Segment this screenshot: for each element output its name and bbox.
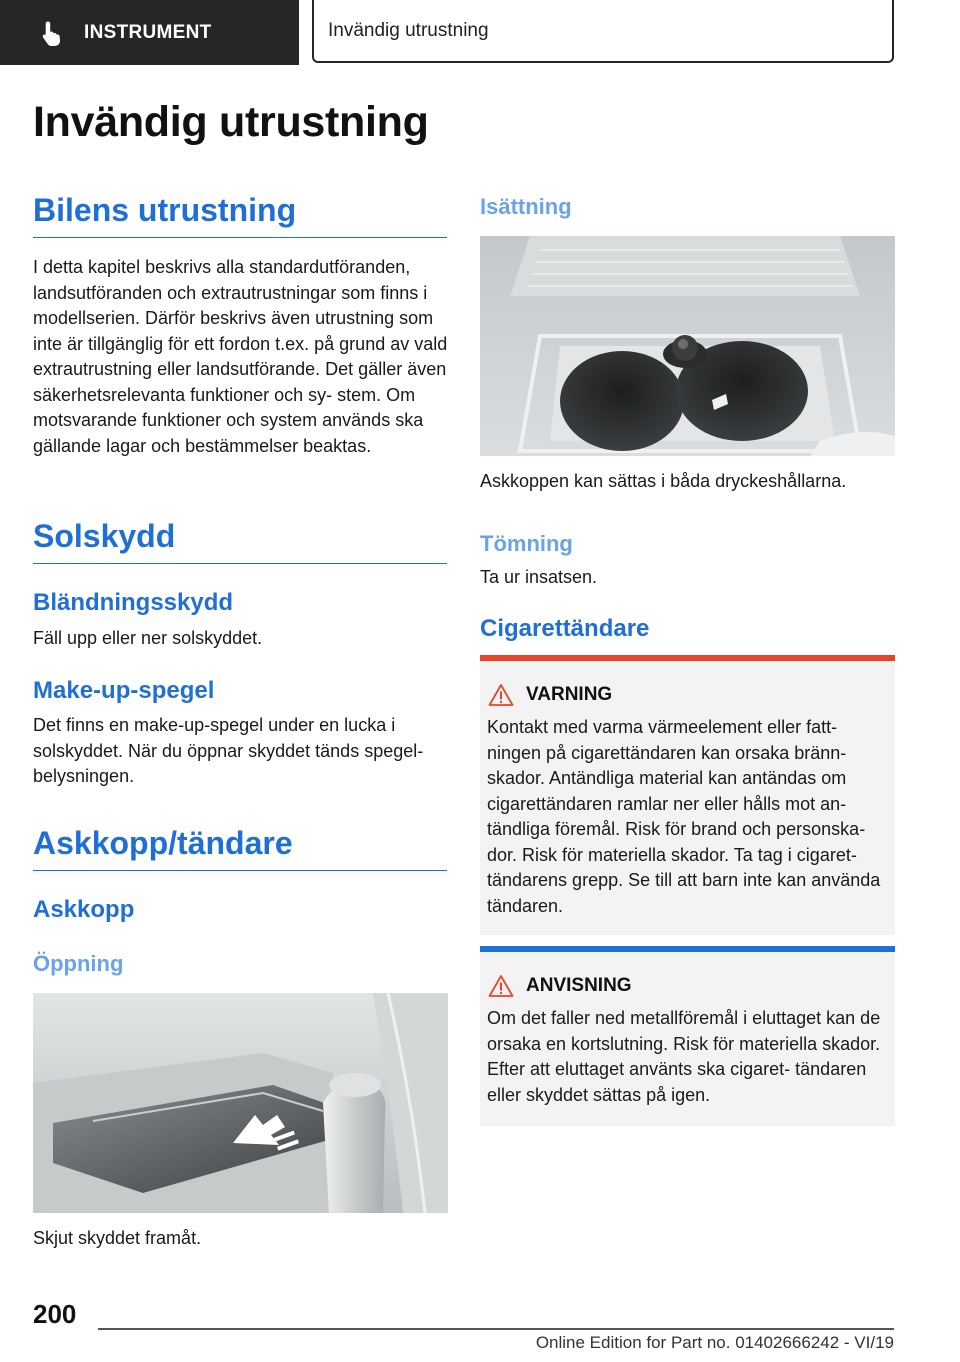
- heading-askkopp: Askkopp: [33, 896, 135, 923]
- heading-blandningsskydd: Bländningsskydd: [33, 589, 234, 616]
- heading-bilens-utrustning: Bilens utrustning: [33, 192, 447, 238]
- notice-text: Om det faller ned metallföremål i eluttaget kan de orsaka en kortslutning. Risk för materiella skador. Efter att eluttaget använts ska cigaret‐ tändaren eller skyddet sättas på igen.: [487, 1008, 881, 1105]
- footer-edition: Online Edition for Part no. 01402666242 - VI/19: [535, 1333, 894, 1352]
- heading-oppning: Öppning: [33, 951, 124, 976]
- notice-label: ANVISNING: [526, 975, 632, 996]
- notice-bar: [480, 946, 895, 952]
- page-number: 200: [33, 1299, 77, 1329]
- chapter-name: INSTRUMENT: [84, 21, 212, 43]
- pointing-hand-icon: [40, 20, 64, 46]
- heading-tomning: Tömning: [480, 531, 573, 556]
- heading-askkopp-tandare: Askkopp/tändare: [33, 825, 447, 871]
- blandningsskydd-text: Fäll upp eller ner solskyddet.: [33, 628, 263, 648]
- warning-text: Kontakt med varma värmeelement eller fatt‐ ningen på cigarettändaren kan orsaka bränn‐ skador. Antändliga material kan antändas om cigarettändaren ramlar ner eller hålls mot an‐ tändliga föremål. Risk för brand och personska‐ dor. Risk för materiella skador. Ta tag i cigaret‐ tändarens grepp. Se till att barn inte kan använda tändaren.: [487, 717, 881, 916]
- warning-bar: [480, 655, 895, 661]
- ashtray-opening-image: [33, 993, 448, 1213]
- make-up-spegel-text: Det finns en make-up-spegel under en lucka i solskyddet. När du öppnar skyddet tänds spegel‐ belysningen.: [33, 715, 424, 786]
- cupholder-ashtray-image: [480, 236, 895, 456]
- page-title: Invändig utrustning: [33, 98, 429, 146]
- footer-rule: [98, 1328, 894, 1330]
- tomning-text: Ta ur insatsen.: [480, 567, 598, 587]
- bilens-utrustning-text: I detta kapitel beskrivs alla standardutföranden, landsutföranden och extrautrustningar som finns i modellserien. Därför beskrivs även utrustning som inte är tillgänglig för ett fordon t.ex. på grund av vald extrautrustning eller landsutförande. Det gäller även säkerhetsrelevanta funktioner och sy‐ stem. Om motsvarande funktioner och system används ska gällande lagar och bestämmelser beaktas.: [33, 257, 448, 456]
- notice-box: [480, 946, 895, 1126]
- section-tab: [312, 0, 894, 63]
- section-name: Invändig utrustning: [328, 19, 489, 41]
- heading-make-up-spegel: Make-up-spegel: [33, 677, 215, 704]
- oppning-caption: Skjut skyddet framåt.: [33, 1228, 202, 1248]
- heading-cigarettandare: Cigarettändare: [480, 615, 650, 642]
- warning-triangle-icon: [488, 683, 514, 707]
- warning-label: VARNING: [526, 684, 613, 705]
- warning-triangle-icon: [488, 974, 514, 998]
- isattning-caption: Askkoppen kan sättas i båda dryckeshållarna.: [480, 471, 847, 491]
- chapter-tab: [0, 0, 299, 65]
- warning-box: [480, 655, 895, 935]
- heading-isattning: Isättning: [480, 194, 572, 219]
- heading-solskydd: Solskydd: [33, 518, 447, 564]
